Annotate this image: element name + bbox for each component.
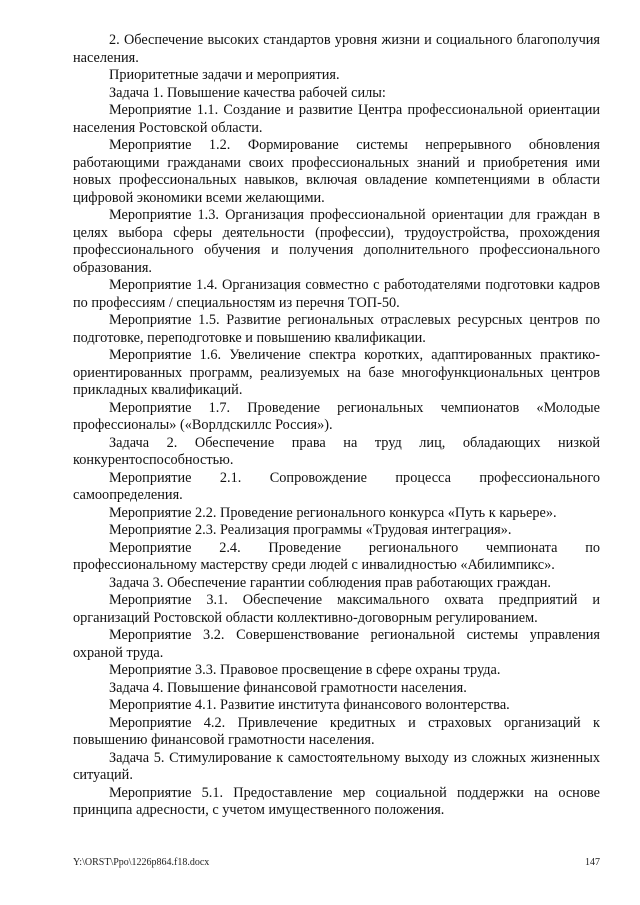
footer-page-number: 147 bbox=[585, 857, 600, 868]
paragraph-task-1: Задача 1. Повышение качества рабочей силы: bbox=[109, 84, 386, 101]
paragraph-measure-3-3: Мероприятие 3.3. Правовое просвещение в сфере охраны труда. bbox=[109, 662, 501, 678]
paragraph-measure-1-3: Мероприятие 1.3. Организация профессиональной ориентации для граждан в целях выбора сферы деятельности (профессии), трудоустройства, прохождения профессионального обучения и получения дополнительного профессионального образования. bbox=[73, 207, 600, 276]
paragraph-measure-1-4: Мероприятие 1.4. Организация совместно с работодателями подготовки кадров по профессиям / специальностям из перечня ТОП-50. bbox=[73, 277, 600, 311]
paragraph-measure-3-2: Мероприятие 3.2. Совершенствование региональной системы управления охраной труда. bbox=[73, 627, 600, 661]
paragraph-measure-2-1: Мероприятие 2.1. Сопровождение процесса профессионального самоопределения. bbox=[73, 469, 600, 503]
paragraph-measure-3-1: Мероприятие 3.1. Обеспечение максимального охвата предприятий и организаций Ростовской области коллективно-договорным регулированием. bbox=[73, 592, 600, 626]
paragraph-task-4: Задача 4. Повышение финансовой грамотности населения. bbox=[109, 679, 467, 696]
paragraph-task-3: Задача 3. Обеспечение гарантии соблюдения прав работающих граждан. bbox=[109, 574, 551, 591]
paragraph-measure-2-4: Мероприятие 2.4. Проведение регионального чемпионата по профессиональному мастерству среди людей с инвалидностью «Абилимпикс». bbox=[73, 539, 600, 573]
paragraph-task-2: Задача 2. Обеспечение права на труд лиц, обладающих низкой конкурентоспособностью. bbox=[73, 434, 600, 468]
paragraph-measure-1-5: Мероприятие 1.5. Развитие региональных отраслевых ресурсных центров по подготовке, переподготовке и повышению квалификации. bbox=[73, 312, 600, 346]
paragraph-measure-4-1: Мероприятие 4.1. Развитие института финансового волонтерства. bbox=[109, 697, 510, 713]
paragraph-measure-1-6: Мероприятие 1.6. Увеличение спектра коротких, адаптированных практико-ориентированных программ, реализуемых на базе многофункциональных центров прикладных квалификаций. bbox=[73, 347, 600, 398]
paragraph-measure-2-2: Мероприятие 2.2. Проведение регионального конкурса «Путь к карьере». bbox=[109, 504, 557, 521]
footer-file-path: Y:\ORST\Ppo\1226p864.f18.docx bbox=[73, 857, 210, 868]
paragraph-measure-1-1: Мероприятие 1.1. Создание и развитие Центра профессиональной ориентации населения Ростовской области. bbox=[73, 102, 600, 136]
document-body bbox=[73, 32, 600, 820]
paragraph-measure-1-7: Мероприятие 1.7. Проведение региональных чемпионатов «Молодые профессионалы» («Ворлдскиллс Россия»). bbox=[73, 399, 600, 433]
paragraph-section-2: 2. Обеспечение высоких стандартов уровня жизни и социального благополучия населения. bbox=[73, 32, 600, 66]
paragraph-measure-1-2: Мероприятие 1.2. Формирование системы непрерывного обновления работающими гражданами своих профессиональных знаний и приобретения ими новых профессиональных навыков, включая овладение компетенциями в области цифровой экономики всеми желающими. bbox=[73, 137, 600, 206]
paragraph-task-5: Задача 5. Стимулирование к самостоятельному выходу из сложных жизненных ситуаций. bbox=[73, 749, 600, 783]
paragraph-measure-5-1: Мероприятие 5.1. Предоставление мер социальной поддержки на основе принципа адресности, с учетом имущественного положения. bbox=[73, 784, 600, 818]
paragraph-measure-4-2: Мероприятие 4.2. Привлечение кредитных и страховых организаций к повышению финансовой грамотности населения. bbox=[73, 714, 600, 748]
paragraph-priorities-heading: Приоритетные задачи и мероприятия. bbox=[109, 67, 340, 83]
paragraph-measure-2-3: Мероприятие 2.3. Реализация программы «Трудовая интеграция». bbox=[109, 522, 512, 538]
